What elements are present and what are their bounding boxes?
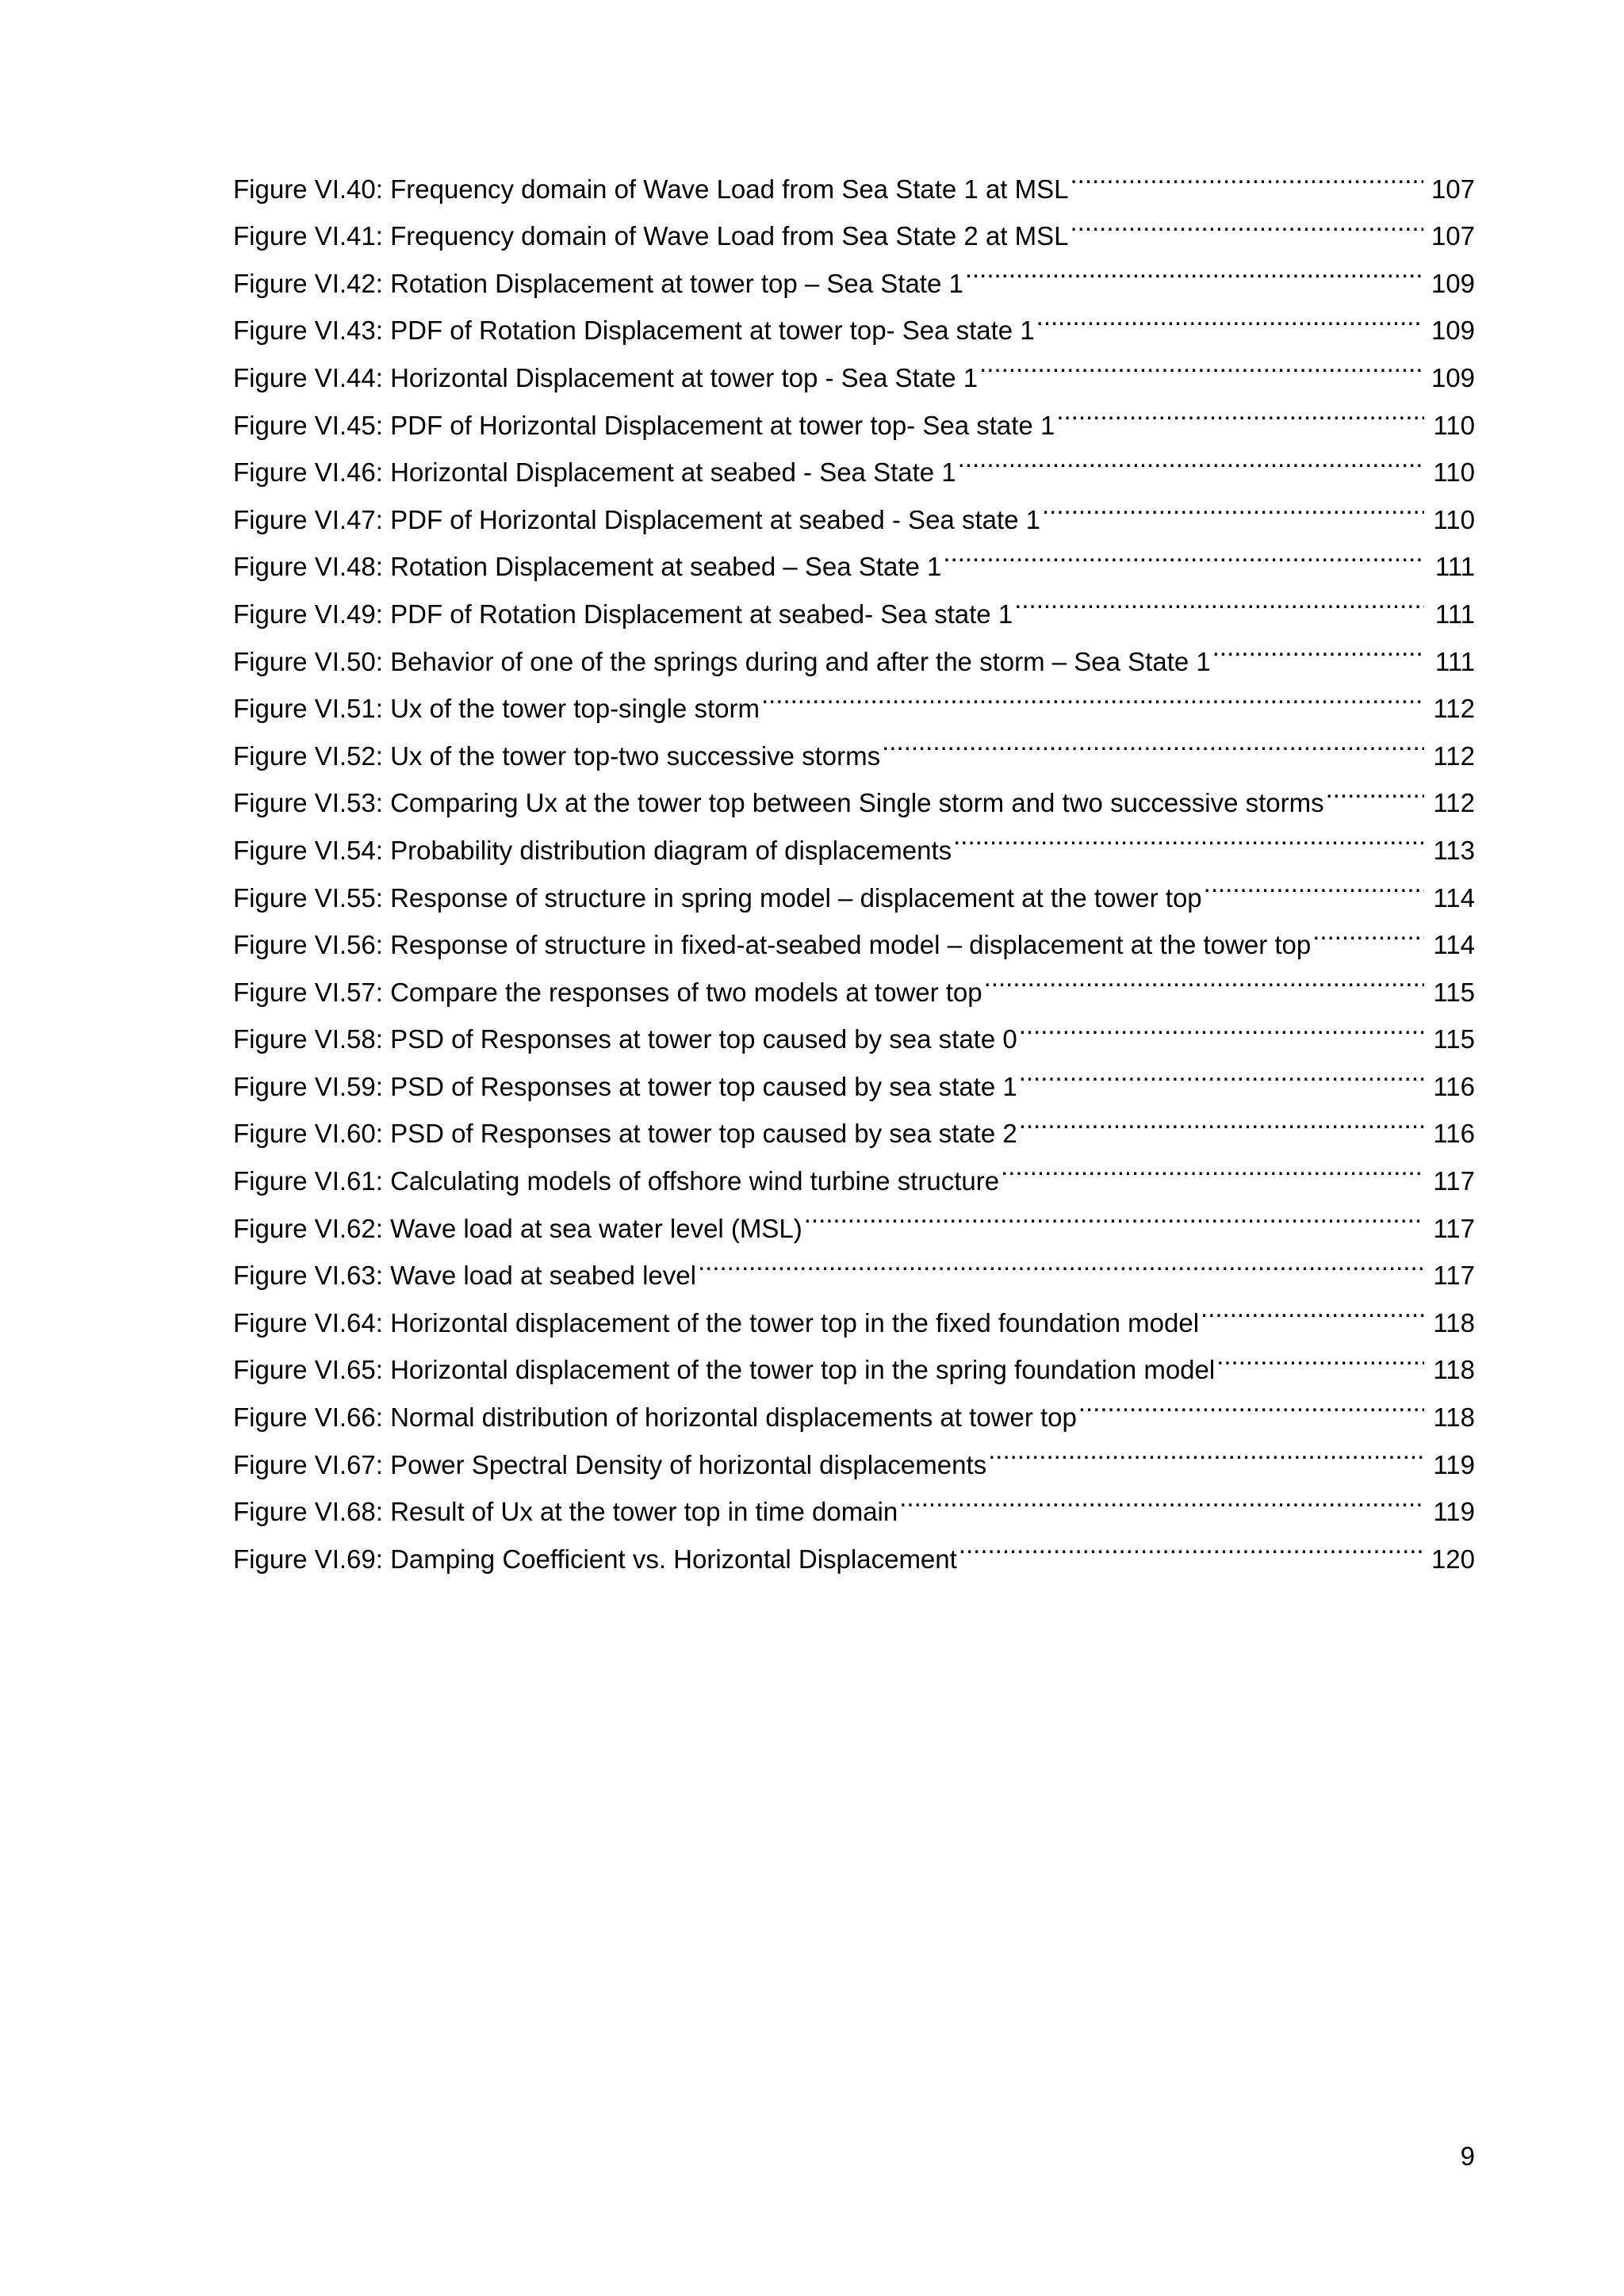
dot-leader bbox=[1042, 481, 1424, 529]
toc-entry-page-number: 118 bbox=[1433, 1307, 1475, 1337]
toc-entry-page-number: 113 bbox=[1433, 835, 1475, 865]
toc-entry-title: Figure VI.49: PDF of Rotation Displacement at seabed- Sea state 1 bbox=[233, 599, 1013, 629]
toc-entry-title: Figure VI.63: Wave load at seabed level bbox=[233, 1261, 696, 1291]
toc-entry-page-number: 109 bbox=[1431, 362, 1475, 392]
toc-entry-title: Figure VI.41: Frequency domain of Wave Load from Sea State 2 at MSL bbox=[233, 221, 1069, 251]
toc-entry-page-number: 117 bbox=[1433, 1213, 1475, 1243]
toc-entry-title: Figure VI.57: Compare the responses of two models at tower top bbox=[233, 977, 982, 1007]
toc-entry-page-number: 114 bbox=[1433, 930, 1475, 960]
toc-entry-title: Figure VI.46: Horizontal Displacement at seabed - Sea State 1 bbox=[233, 457, 956, 488]
toc-entry-title: Figure VI.50: Behavior of one of the springs during and after the storm – Sea State 1 bbox=[233, 646, 1211, 676]
toc-entry[interactable] bbox=[233, 151, 1475, 204]
dot-leader bbox=[899, 1474, 1424, 1521]
dot-leader bbox=[1014, 576, 1424, 623]
dot-leader bbox=[959, 1521, 1423, 1568]
toc-entry-title: Figure VI.69: Damping Coefficient vs. Horizontal Displacement bbox=[233, 1544, 957, 1574]
dot-leader bbox=[1201, 1284, 1424, 1332]
toc-entry-title: Figure VI.65: Horizontal displacement of the tower top in the spring foundation model bbox=[233, 1355, 1216, 1385]
toc-entry-page-number: 110 bbox=[1433, 410, 1475, 440]
toc-entry-title: Figure VI.47: PDF of Horizontal Displacement at seabed - Sea state 1 bbox=[233, 504, 1041, 534]
toc-entry-title: Figure VI.53: Comparing Ux at the tower top between Single storm and two successive storms bbox=[233, 788, 1324, 818]
toc-entry-page-number: 114 bbox=[1433, 882, 1475, 913]
dot-leader bbox=[965, 245, 1423, 293]
toc-entry-page-number: 115 bbox=[1433, 1024, 1475, 1054]
dot-leader bbox=[761, 671, 1424, 718]
toc-entry-title: Figure VI.48: Rotation Displacement at seabed – Sea State 1 bbox=[233, 552, 942, 582]
toc-entry-title: Figure VI.56: Response of structure in fixed-at-seabed model – displacement at the tower top bbox=[233, 930, 1312, 960]
toc-entry-title: Figure VI.62: Wave load at sea water level (MSL) bbox=[233, 1213, 802, 1243]
toc-entry-page-number: 109 bbox=[1431, 316, 1475, 346]
toc-entry-page-number: 107 bbox=[1431, 221, 1475, 251]
dot-leader bbox=[1204, 859, 1424, 907]
toc-entry-page-number: 115 bbox=[1433, 977, 1475, 1007]
toc-entry-page-number: 116 bbox=[1433, 1071, 1475, 1101]
toc-entry-page-number: 110 bbox=[1433, 457, 1475, 488]
toc-entry-title: Figure VI.44: Horizontal Displacement at tower top - Sea State 1 bbox=[233, 362, 979, 392]
dot-leader bbox=[1212, 623, 1424, 671]
toc-entry-page-number: 111 bbox=[1434, 552, 1475, 582]
toc-entry-title: Figure VI.68: Result of Ux at the tower top in time domain bbox=[233, 1497, 898, 1527]
dot-leader bbox=[1071, 198, 1423, 246]
toc-entry-page-number: 112 bbox=[1433, 694, 1475, 724]
toc-entry-page-number: 116 bbox=[1433, 1119, 1475, 1149]
toc-entry-title: Figure VI.61: Calculating models of offshore wind turbine structure bbox=[233, 1166, 1000, 1196]
toc-entry-page-number: 118 bbox=[1433, 1355, 1475, 1385]
toc-entry-title: Figure VI.54: Probability distribution diagram of displacements bbox=[233, 835, 952, 865]
dot-leader bbox=[1019, 1001, 1424, 1049]
dot-leader bbox=[1056, 387, 1424, 434]
toc-entry-page-number: 119 bbox=[1433, 1449, 1475, 1479]
dot-leader bbox=[1216, 1332, 1424, 1380]
dot-leader bbox=[988, 1426, 1424, 1474]
toc-entry-page-number: 118 bbox=[1433, 1402, 1475, 1433]
dot-leader bbox=[1019, 1048, 1424, 1096]
dot-leader bbox=[984, 954, 1424, 1001]
toc-entry-title: Figure VI.52: Ux of the tower top-two successive storms bbox=[233, 740, 881, 771]
dot-leader bbox=[1036, 293, 1423, 340]
dot-leader bbox=[804, 1190, 1424, 1238]
toc-entry-title: Figure VI.55: Response of structure in spring model – displacement at the tower top bbox=[233, 882, 1202, 913]
toc-entry-page-number: 112 bbox=[1433, 740, 1475, 771]
toc-entry-title: Figure VI.42: Rotation Displacement at tower top – Sea State 1 bbox=[233, 268, 963, 298]
toc-entry-title: Figure VI.51: Ux of the tower top-single storm bbox=[233, 694, 760, 724]
toc-entry-page-number: 111 bbox=[1434, 646, 1475, 676]
dot-leader bbox=[1326, 765, 1424, 813]
toc-entry-title: Figure VI.66: Normal distribution of horizontal displacements at tower top bbox=[233, 1402, 1077, 1433]
toc-entry-page-number: 107 bbox=[1431, 174, 1475, 204]
toc-entry-page-number: 117 bbox=[1433, 1166, 1475, 1196]
dot-leader bbox=[1312, 907, 1424, 955]
page-number: 9 bbox=[1460, 2141, 1475, 2171]
toc-entry-title: Figure VI.58: PSD of Responses at tower top caused by sea state 0 bbox=[233, 1024, 1017, 1054]
toc-entry-page-number: 111 bbox=[1434, 599, 1475, 629]
dot-leader bbox=[1001, 1142, 1424, 1190]
toc-entry-title: Figure VI.67: Power Spectral Density of horizontal displacements bbox=[233, 1449, 987, 1479]
dot-leader bbox=[979, 339, 1423, 387]
dot-leader bbox=[953, 812, 1424, 859]
dot-leader bbox=[1019, 1096, 1424, 1143]
toc-entry-title: Figure VI.59: PSD of Responses at tower top caused by sea state 1 bbox=[233, 1071, 1017, 1101]
toc-entry-page-number: 109 bbox=[1431, 268, 1475, 298]
list-of-figures bbox=[233, 151, 1475, 1574]
dot-leader bbox=[1071, 151, 1423, 198]
toc-entry-title: Figure VI.64: Horizontal displacement of the tower top in the fixed foundation model bbox=[233, 1307, 1200, 1337]
toc-entry-page-number: 110 bbox=[1433, 504, 1475, 534]
dot-leader bbox=[882, 718, 1424, 765]
toc-entry-title: Figure VI.40: Frequency domain of Wave Load from Sea State 1 at MSL bbox=[233, 174, 1069, 204]
toc-entry-title: Figure VI.45: PDF of Horizontal Displacement at tower top- Sea state 1 bbox=[233, 410, 1055, 440]
dot-leader bbox=[943, 529, 1424, 576]
toc-entry-title: Figure VI.60: PSD of Responses at tower top caused by sea state 2 bbox=[233, 1119, 1017, 1149]
dot-leader bbox=[698, 1238, 1424, 1285]
dot-leader bbox=[958, 434, 1424, 482]
toc-entry-page-number: 119 bbox=[1433, 1497, 1475, 1527]
dot-leader bbox=[1078, 1379, 1424, 1426]
toc-entry-page-number: 120 bbox=[1431, 1544, 1475, 1574]
toc-entry-title: Figure VI.43: PDF of Rotation Displacement at tower top- Sea state 1 bbox=[233, 316, 1035, 346]
toc-entry-page-number: 112 bbox=[1433, 788, 1475, 818]
toc-entry-page-number: 117 bbox=[1433, 1261, 1475, 1291]
